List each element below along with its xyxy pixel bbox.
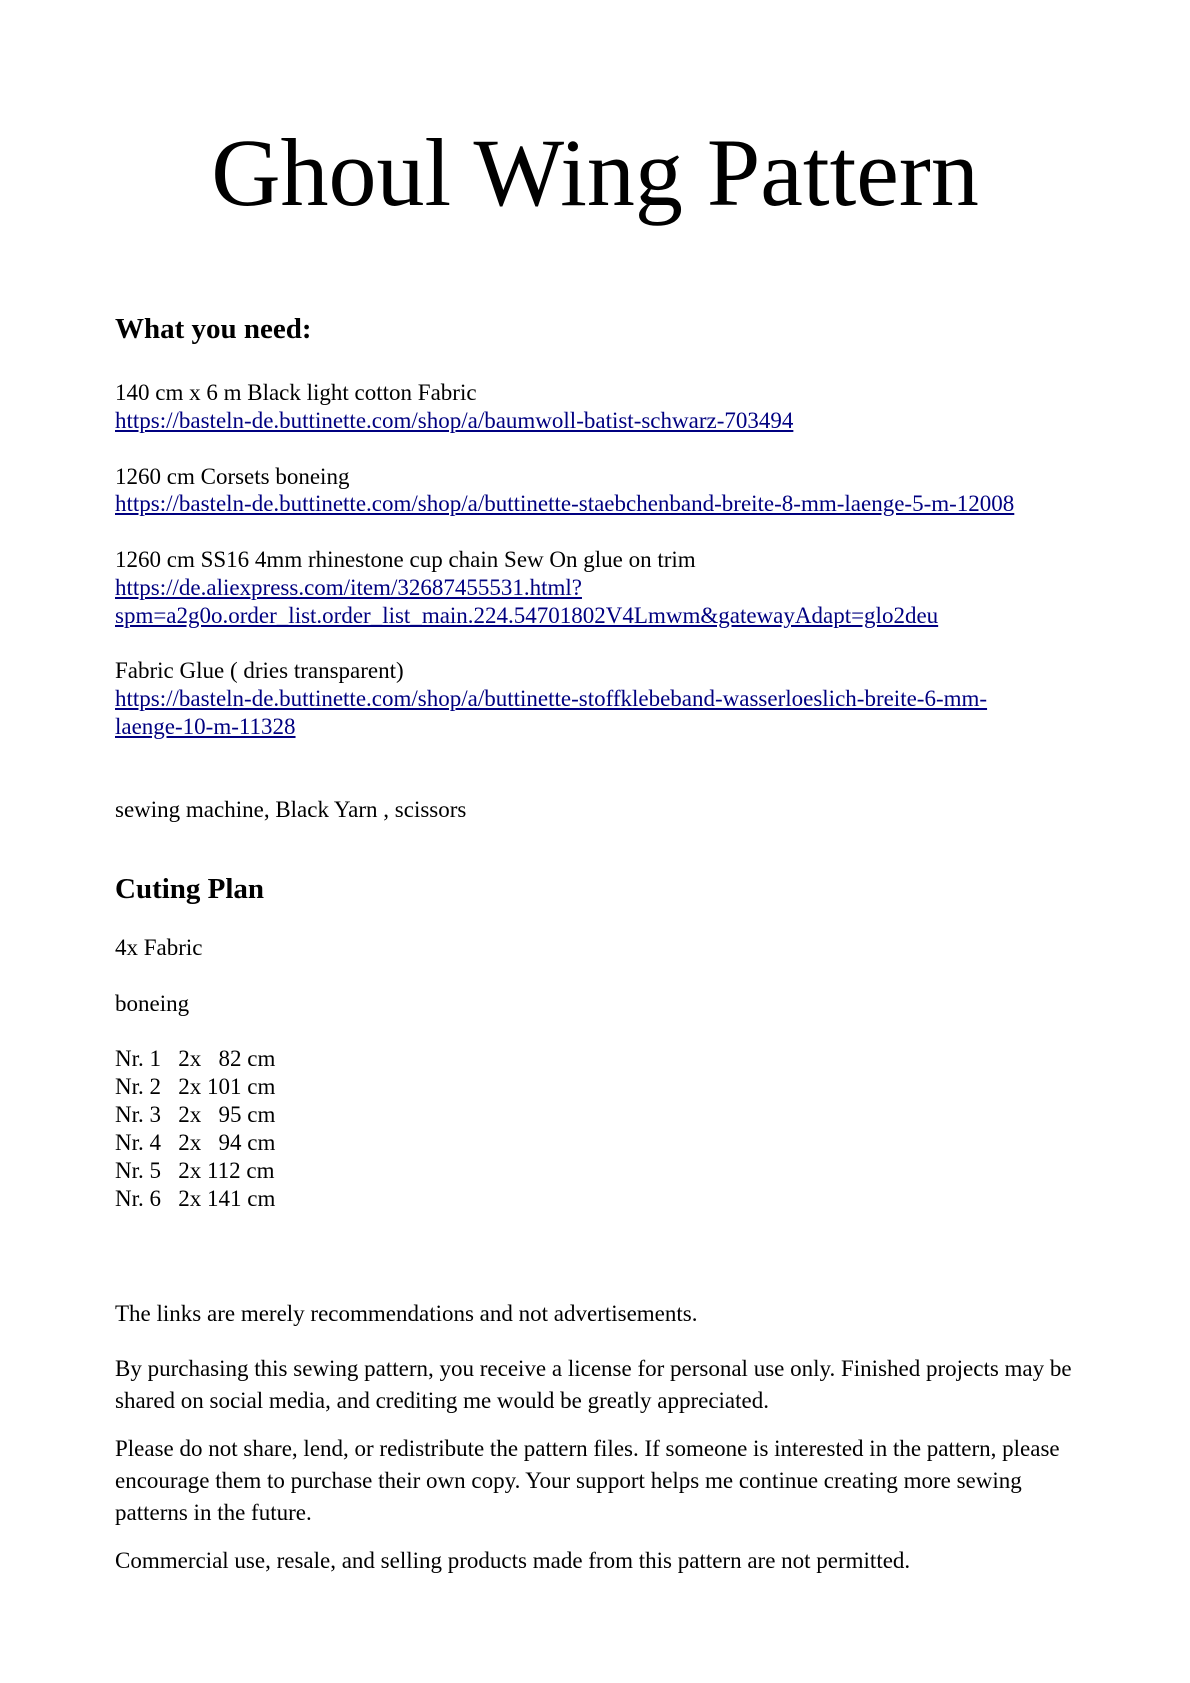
- tools-list: sewing machine, Black Yarn , scissors: [115, 797, 467, 822]
- material-item-fabric: 140 cm x 6 m Black light cotton Fabric: [115, 380, 477, 405]
- material-link-glue-cont[interactable]: laenge-10-m-11328: [115, 714, 296, 739]
- material-link-glue[interactable]: https://basteln-de.buttinette.com/shop/a/buttinette-stoffklebeband-wasserloeslich-breite-6-mm-: [115, 686, 988, 711]
- material-item-glue: Fabric Glue ( dries transparent): [115, 658, 404, 683]
- boning-label: boneing: [115, 991, 190, 1016]
- note-recommendations: The links are merely recommendations and not advertisements.: [115, 1301, 698, 1326]
- note-license: By purchasing this sewing pattern, you receive a license for personal use only. Finished projects may be shared on social media, and crediting me would be greatly appreciated.: [115, 1356, 1072, 1413]
- material-item-rhinestone: 1260 cm SS16 4mm rhinestone cup chain Sew On glue on trim: [115, 547, 696, 572]
- materials-heading: What you need:: [115, 313, 312, 345]
- cutting-plan-heading: Cuting Plan: [115, 873, 265, 905]
- boning-row-5: Nr. 5 2x 112 cm: [115, 1158, 275, 1183]
- material-link-rhinestone[interactable]: https://de.aliexpress.com/item/32687455531.html?: [115, 575, 582, 600]
- note-redistribution: Please do not share, lend, or redistribute the pattern files. If someone is interested in the pattern, please encourage them to purchase their own copy. Your support helps me continue creating more sewing patterns in the future.: [115, 1436, 1060, 1525]
- boning-row-2: Nr. 2 2x 101 cm: [115, 1074, 276, 1099]
- fabric-count: 4x Fabric: [115, 935, 203, 960]
- page-title: Ghoul Wing Pattern: [211, 119, 979, 226]
- note-commercial-use: Commercial use, resale, and selling products made from this pattern are not permitted.: [115, 1548, 911, 1573]
- boning-row-6: Nr. 6 2x 141 cm: [115, 1186, 276, 1211]
- material-item-boning: 1260 cm Corsets boneing: [115, 464, 350, 489]
- boning-row-1: Nr. 1 2x 82 cm: [115, 1046, 276, 1071]
- material-link-fabric[interactable]: https://basteln-de.buttinette.com/shop/a/baumwoll-batist-schwarz-703494: [115, 408, 794, 433]
- boning-row-3: Nr. 3 2x 95 cm: [115, 1102, 276, 1127]
- material-link-rhinestone-cont[interactable]: spm=a2g0o.order_list.order_list_main.224.54701802V4Lmwm&gatewayAdapt=glo2deu: [115, 603, 939, 628]
- material-link-boning[interactable]: https://basteln-de.buttinette.com/shop/a/buttinette-staebchenband-breite-8-mm-laenge-5-m-12008: [115, 491, 1015, 516]
- boning-row-4: Nr. 4 2x 94 cm: [115, 1130, 276, 1155]
